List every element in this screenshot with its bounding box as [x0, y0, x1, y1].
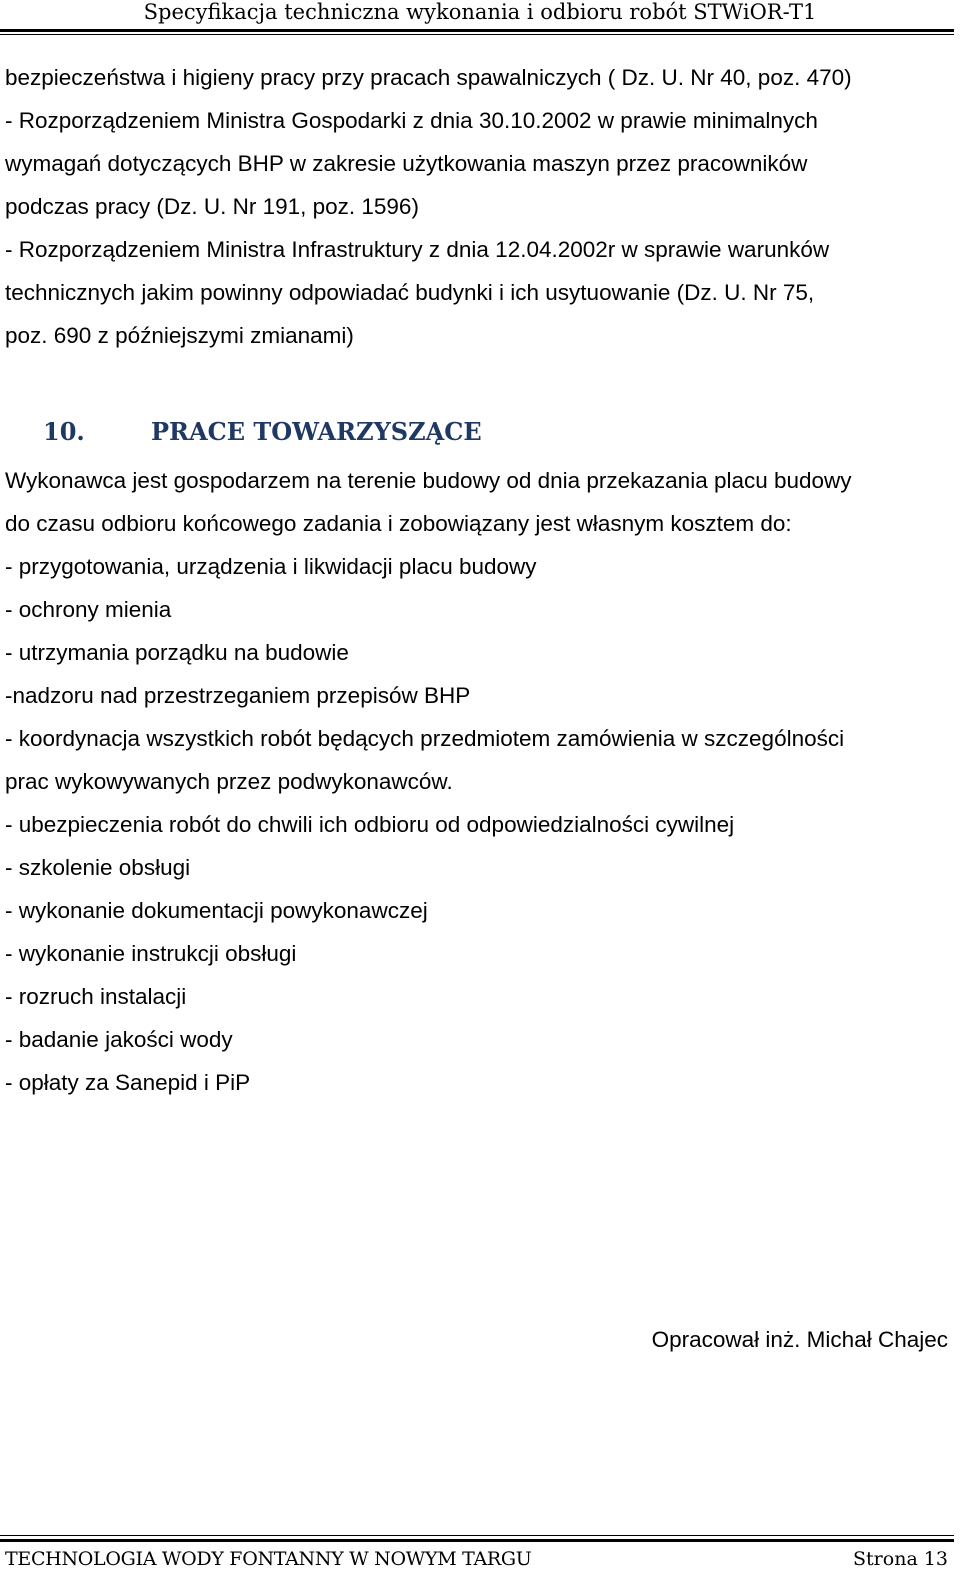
section-line: - wykonanie instrukcji obsługi: [5, 941, 297, 966]
section-line: - szkolenie obsługi: [5, 855, 191, 880]
header-rule-thick: [0, 29, 954, 32]
section-line: do czasu odbioru końcowego zadania i zobowiązany jest własnym kosztem do:: [5, 511, 792, 536]
section-line: - przygotowania, urządzenia i likwidacji placu budowy: [5, 554, 537, 579]
section-title: PRACE TOWARZYSZĄCE: [151, 417, 482, 446]
intro-line: podczas pracy (Dz. U. Nr 191, poz. 1596): [5, 194, 419, 219]
intro-line: technicznych jakim powinny odpowiadać budynki i ich usytuowanie (Dz. U. Nr 75,: [5, 280, 815, 305]
section-body: [5, 459, 950, 1104]
section-line: -nadzoru nad przestrzeganiem przepisów BHP: [5, 683, 471, 708]
header-rule-thin: [0, 34, 954, 35]
intro-text: [5, 56, 950, 357]
section-heading: [43, 414, 482, 450]
section-line: - utrzymania porządku na budowie: [5, 640, 349, 665]
intro-line: poz. 690 z późniejszymi zmianami): [5, 323, 354, 348]
footer-page-number: Strona 13: [853, 1548, 948, 1570]
section-line: - koordynacja wszystkich robót będących przedmiotem zamówienia w szczególności: [5, 726, 845, 751]
footer-rule-thick: [0, 1539, 954, 1542]
section-line: prac wykowywanych przez podwykonawców.: [5, 769, 453, 794]
intro-line: - Rozporządzeniem Ministra Infrastruktury z dnia 12.04.2002r w sprawie warunków: [5, 237, 830, 262]
section-line: - rozruch instalacji: [5, 984, 187, 1009]
intro-line: wymagań dotyczących BHP w zakresie użytkowania maszyn przez pracowników: [5, 151, 808, 176]
section-line: - ochrony mienia: [5, 597, 172, 622]
section-line: - badanie jakości wody: [5, 1027, 233, 1052]
section-number: 10.: [43, 417, 85, 446]
footer-rule-thin: [0, 1535, 954, 1536]
section-line: Wykonawca jest gospodarzem na terenie budowy od dnia przekazania placu budowy: [5, 468, 852, 493]
section-line: - opłaty za Sanepid i PiP: [5, 1070, 251, 1095]
footer-project-title: TECHNOLOGIA WODY FONTANNY W NOWYM TARGU: [5, 1548, 532, 1570]
page-header-title: Specyfikacja techniczna wykonania i odbioru robót STWiOR-T1: [143, 0, 817, 24]
intro-line: bezpieczeństwa i higieny pracy przy pracach spawalniczych ( Dz. U. Nr 40, poz. 470): [5, 65, 852, 90]
section-line: - wykonanie dokumentacji powykonawczej: [5, 898, 428, 923]
section-line: - ubezpieczenia robót do chwili ich odbioru od odpowiedzialności cywilnej: [5, 812, 735, 837]
author-signature: Opracował inż. Michał Chajec: [651, 1327, 948, 1352]
intro-line: - Rozporządzeniem Ministra Gospodarki z dnia 30.10.2002 w prawie minimalnych: [5, 108, 818, 133]
